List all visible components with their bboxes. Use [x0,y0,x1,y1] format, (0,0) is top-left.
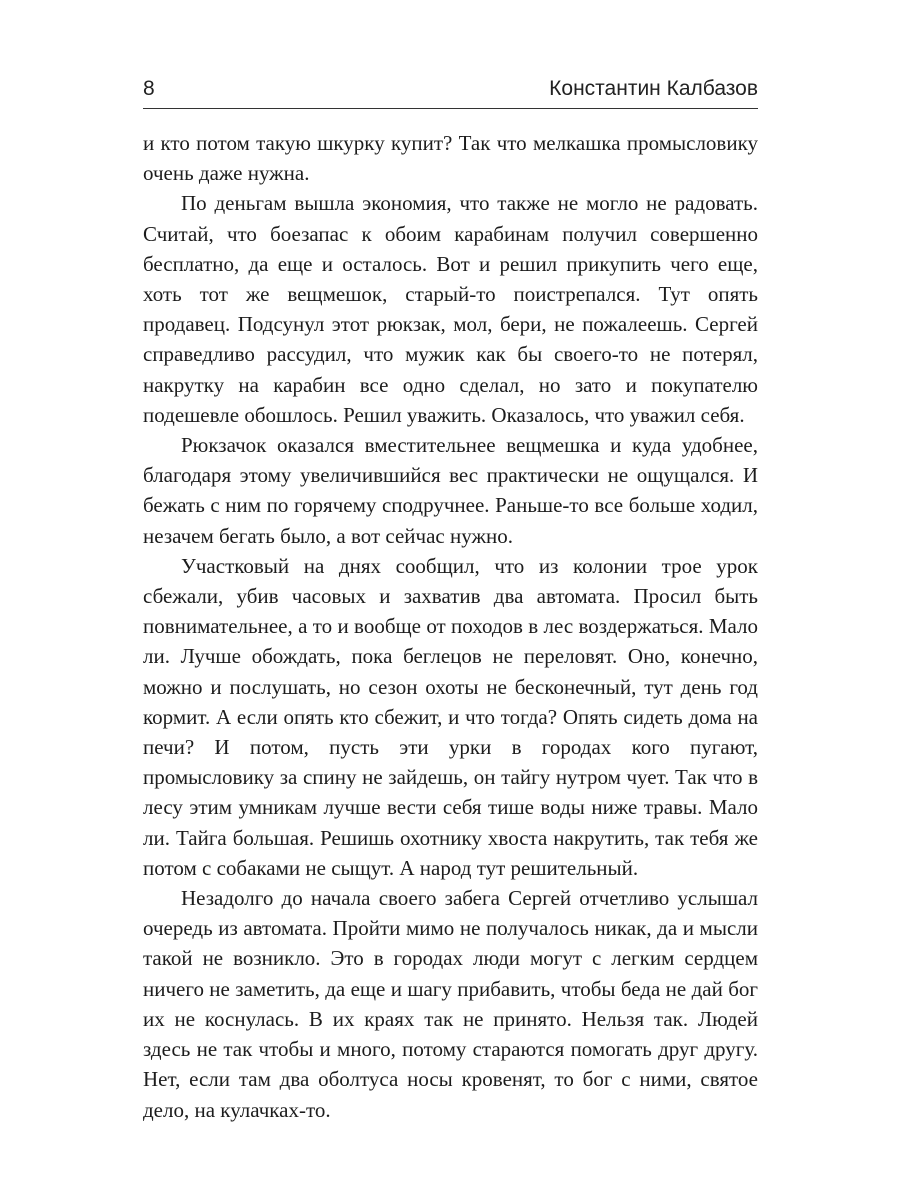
header-author-name: Константин Калбазов [549,77,758,100]
body-text [143,128,758,1125]
paragraph: Участковый на днях сообщил, что из колонии трое урок сбежали, убив часовых и захватив два автомата. Просил быть повнимательнее, а то и вообще от походов в лес воздержаться. Мало ли. Лучше обождать, пока беглецов не переловят. Оно, конечно, можно и послушать, но сезон охоты не бесконечный, тут день год кормит. А если опять кто сбежит, и что тогда? Опять сидеть дома на печи? И потом, пусть эти урки в городах кого пугают, промысловику за спину не зайдешь, он тайгу нутром чует. Так что в лесу этим умникам лучше вести себя тише воды ниже травы. Мало ли. Тайга большая. Решишь охотнику хвоста накрутить, так тебя же потом с собаками не сыщут. А народ тут решительный. [143,553,758,880]
paragraph: и кто потом такую шкурку купит? Так что мелкашка промысловику очень даже нужна. [143,131,758,186]
page-number: 8 [143,77,155,100]
paragraph: Незадолго до начала своего забега Сергей отчетливо услышал очередь из автомата. Пройти мимо не получалось никак, да и мысли такой не возникло. Это в городах люди могут с легким сердцем ничего не заметить, да еще и шагу прибавить, чтобы беда не дай бог их не коснулась. В их краях так не принято. Нельзя так. Людей здесь не так чтобы и много, потому стараются помогать друг другу. Нет, если там два оболтуса носы кровенят, то бог с ними, святое дело, на кулачках-то. [143,886,758,1122]
paragraph: По деньгам вышла экономия, что также не могло не радовать. Считай, что боезапас к обоим карабинам получил совершенно бесплатно, да еще и осталось. Вот и решил прикупить чего еще, хоть тот же вещмешок, старый-то поистрепался. Тут опять продавец. Подсунул этот рюкзак, мол, бери, не пожалеешь. Сергей справедливо рассудил, что мужик как бы своего-то не потерял, накрутку на карабин все одно сделал, но зато и покупателю подешевле обошлось. Решил уважить. Оказалось, что уважил себя. [143,191,758,427]
paragraph: Рюкзачок оказался вместительнее вещмешка и куда удобнее, благодаря этому увеличившийся вес практически не ощущался. И бежать с ним по горячему сподручнее. Раньше-то все больше ходил, незачем бегать было, а вот сейчас нужно. [143,433,758,548]
running-header [143,72,758,109]
